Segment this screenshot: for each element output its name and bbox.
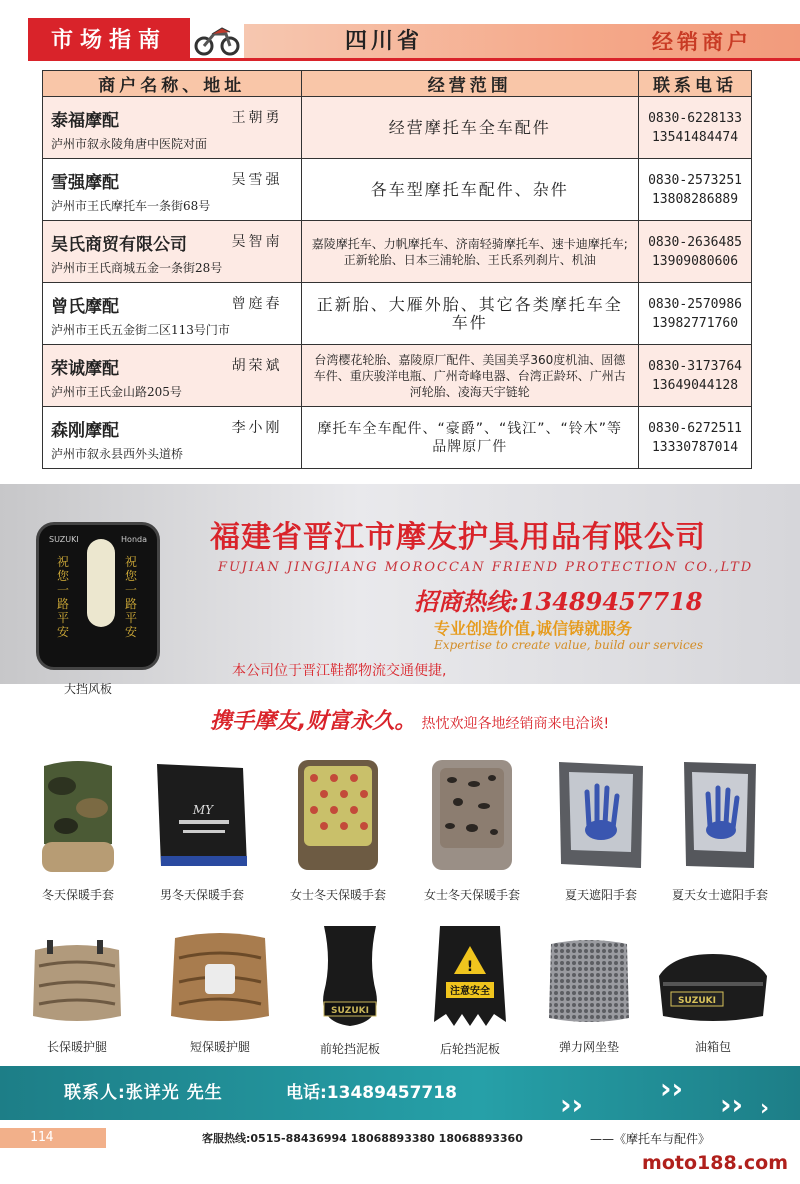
product-item (650, 946, 776, 1055)
table-row (43, 283, 752, 345)
table-row (43, 407, 752, 469)
long-leg-warmer-image (27, 936, 127, 1028)
product-item (28, 756, 128, 903)
dealer-person: 曾庭春 (231, 296, 283, 312)
windshield-brand-left: SUZUKI (49, 535, 79, 544)
page-number-tab (0, 1128, 106, 1148)
hotline: 招商热线:13489457718 (414, 587, 703, 616)
product-label: 夏天遮阳手套 (564, 888, 637, 902)
phone-landline: 0830-6272511 (648, 420, 742, 436)
dealer-cell (43, 97, 302, 159)
phone-mobile: 13982771760 (651, 315, 739, 331)
dealer-cell (43, 407, 302, 469)
camo-glove-image (38, 756, 118, 876)
short-leg-warmer-image (165, 928, 275, 1028)
table-row (43, 345, 752, 407)
tank-bag-image (653, 946, 773, 1028)
dealer-cell (43, 345, 302, 407)
product-label: 女士冬天保暖手套 (289, 888, 386, 902)
dealer-phone (639, 159, 752, 221)
product-item (546, 756, 656, 903)
dealer-address: 泸州市王氏摩托车一条街68号 (51, 199, 211, 213)
dealer-scope: 经营摩托车全车配件 (301, 97, 638, 159)
welcome-line (210, 704, 609, 735)
product-item (142, 756, 262, 903)
product-item (22, 936, 132, 1055)
dealer-cell (43, 221, 302, 283)
rear-mudguard-image (430, 922, 510, 1030)
product-label: 短保暖护腿 (189, 1040, 250, 1054)
dealer-table (42, 70, 752, 469)
product-item (420, 922, 520, 1057)
dealer-name: 荣诚摩配 (51, 359, 119, 379)
site-watermark: moto188.com (642, 1152, 788, 1174)
phone-landline: 0830-2573251 (648, 172, 742, 188)
welcome-big: 携手摩友,财富永久。 (210, 709, 417, 734)
dealer-person: 胡荣斌 (231, 358, 283, 374)
front-mudguard-image (310, 922, 390, 1030)
company-name: 福建省晋江市摩友护具用品有限公司 (210, 520, 706, 555)
phone-mobile: 13808286889 (651, 191, 739, 207)
ladies-summer-glove-image (670, 756, 770, 876)
windshield-image (36, 522, 160, 670)
product-item (278, 756, 398, 903)
product-label: 夏天女士遮阳手套 (671, 888, 768, 902)
mens-glove-image (147, 756, 257, 876)
header-divider (28, 58, 800, 61)
dealer-address: 泸州市王氏金山路205号 (51, 385, 182, 399)
chevron-right-icon: ›› (560, 1088, 584, 1121)
phone-landline: 0830-3173764 (648, 358, 742, 374)
dealer-address: 泸州市王氏商城五金一条街28号 (51, 261, 223, 275)
dealer-address: 泸州市王氏五金街二区113号门市 (51, 323, 230, 337)
phone-mobile: 13649044128 (651, 377, 739, 393)
windshield-text-left: 祝您一路平安 (57, 555, 70, 639)
contact-person: 联系人:张详光 先生 (64, 1083, 223, 1103)
product-label: 冬天保暖手套 (41, 888, 114, 902)
summer-glove-image (551, 756, 651, 876)
bag-print: SUZUKI (678, 996, 716, 1006)
dealer-cell (43, 283, 302, 345)
mesh-seat-cushion-image (541, 936, 637, 1028)
windshield-label: 大挡风板 (64, 682, 113, 696)
dealer-phone (639, 283, 752, 345)
phone-landline: 0830-6228133 (648, 110, 742, 126)
col-header-phone: 联系电话 (639, 71, 752, 97)
dealer-cell (43, 159, 302, 221)
chevron-right-icon: › (760, 1096, 770, 1121)
warning-print: 注意安全 (450, 986, 490, 997)
dealer-phone (639, 345, 752, 407)
table-row (43, 159, 752, 221)
product-item (662, 756, 778, 903)
col-header-scope: 经营范围 (301, 71, 638, 97)
chevron-right-icon: ›› (720, 1088, 744, 1121)
dealer-person: 李小刚 (231, 420, 283, 436)
chevron-right-icon: ›› (660, 1072, 684, 1105)
col-header-name: 商户名称、地址 (43, 71, 302, 97)
dealer-name: 泰福摩配 (51, 111, 119, 131)
dealer-address: 泸州市叙永陵角唐中医院对面 (51, 137, 208, 151)
company-name-en: FUJIAN JINGJIANG MOROCCAN FRIEND PROTECTION CO.,LTD (218, 560, 754, 575)
dealer-person: 吴雪强 (231, 172, 283, 188)
section-title: 市场指南 (28, 18, 190, 58)
dealer-phone (639, 97, 752, 159)
phone-landline: 0830-2636485 (648, 234, 742, 250)
product-item (160, 928, 280, 1055)
product-item (412, 756, 532, 903)
dealer-name: 曾氏摩配 (51, 297, 119, 317)
table-row (43, 97, 752, 159)
product-label: 油箱包 (694, 1040, 731, 1054)
dealer-scope: 嘉陵摩托车、力帆摩托车、济南轻骑摩托车、速卡迪摩托车;正新轮胎、日本三浦轮胎、王氏系列刹片、机油 (301, 221, 638, 283)
page-header (0, 18, 800, 58)
slogan: 专业创造价值,诚信铸就服务 (434, 619, 633, 638)
product-item (534, 936, 644, 1055)
dealer-scope: 各车型摩托车配件、杂件 (301, 159, 638, 221)
dealer-phone (639, 407, 752, 469)
category-title: 经销商户 (652, 30, 752, 54)
product-label: 男冬天保暖手套 (159, 888, 244, 902)
dealer-phone (639, 221, 752, 283)
page-number: 114 (30, 1130, 54, 1145)
phone-mobile: 13909080606 (651, 253, 739, 269)
polka-glove-image (288, 756, 388, 876)
leopard-glove-image (422, 756, 522, 876)
slogan-en: Expertise to create value, build our services (434, 638, 704, 652)
mudguard-print: SUZUKI (331, 1006, 369, 1016)
dealer-scope: 正新胎、大雁外胎、其它各类摩托车全车件 (301, 283, 638, 345)
product-item (300, 922, 400, 1057)
product-label: 女士冬天保暖手套 (423, 888, 520, 902)
phone-landline: 0830-2570986 (648, 296, 742, 312)
service-hotline: 客服热线:0515-88436994 18068893380 18068893360 (202, 1132, 523, 1145)
company-description: 本公司位于晋江鞋都物流交通便捷, (232, 663, 447, 679)
glove-print: MY (192, 803, 214, 817)
magazine-name: ——《摩托车与配件》 (590, 1132, 711, 1146)
table-row (43, 221, 752, 283)
dealer-person: 王朝勇 (231, 110, 283, 126)
dealer-scope: 摩托车全车配件、“豪爵”、“钱江”、“铃木”等品牌原厂件 (301, 407, 638, 469)
windshield-text-right: 祝您一路平安 (125, 555, 138, 639)
phone-mobile: 13330787014 (651, 439, 739, 455)
phone-mobile: 13541484474 (651, 129, 739, 145)
product-label: 长保暖护腿 (46, 1040, 107, 1054)
contact-phone: 电话:13489457718 (286, 1083, 457, 1103)
dealer-address: 泸州市叙永县西外头道桥 (51, 447, 184, 461)
product-label: 后轮挡泥板 (439, 1042, 500, 1056)
province-title: 四川省 (345, 29, 424, 54)
dealer-name: 雪强摩配 (51, 173, 119, 193)
motorcycle-icon (192, 18, 242, 58)
dealer-name: 森刚摩配 (51, 421, 119, 441)
product-label: 前轮挡泥板 (319, 1042, 380, 1056)
dealer-person: 吴智南 (231, 234, 283, 250)
welcome-small: 热忱欢迎各地经销商来电洽谈! (421, 716, 610, 732)
svg-text:!: ! (466, 959, 474, 975)
product-label: 弹力网坐垫 (558, 1040, 619, 1054)
dealer-scope: 台湾樱花轮胎、嘉陵原厂配件、美国美孚360度机油、固德车件、重庆骏洋电瓶、广州奇峰电器、台湾正龄环、广州古河轮胎、凌海天宇链轮 (301, 345, 638, 407)
dealer-name: 吴氏商贸有限公司 (51, 235, 187, 255)
windshield-slot (87, 539, 115, 627)
windshield-brand-right: Honda (121, 535, 147, 544)
